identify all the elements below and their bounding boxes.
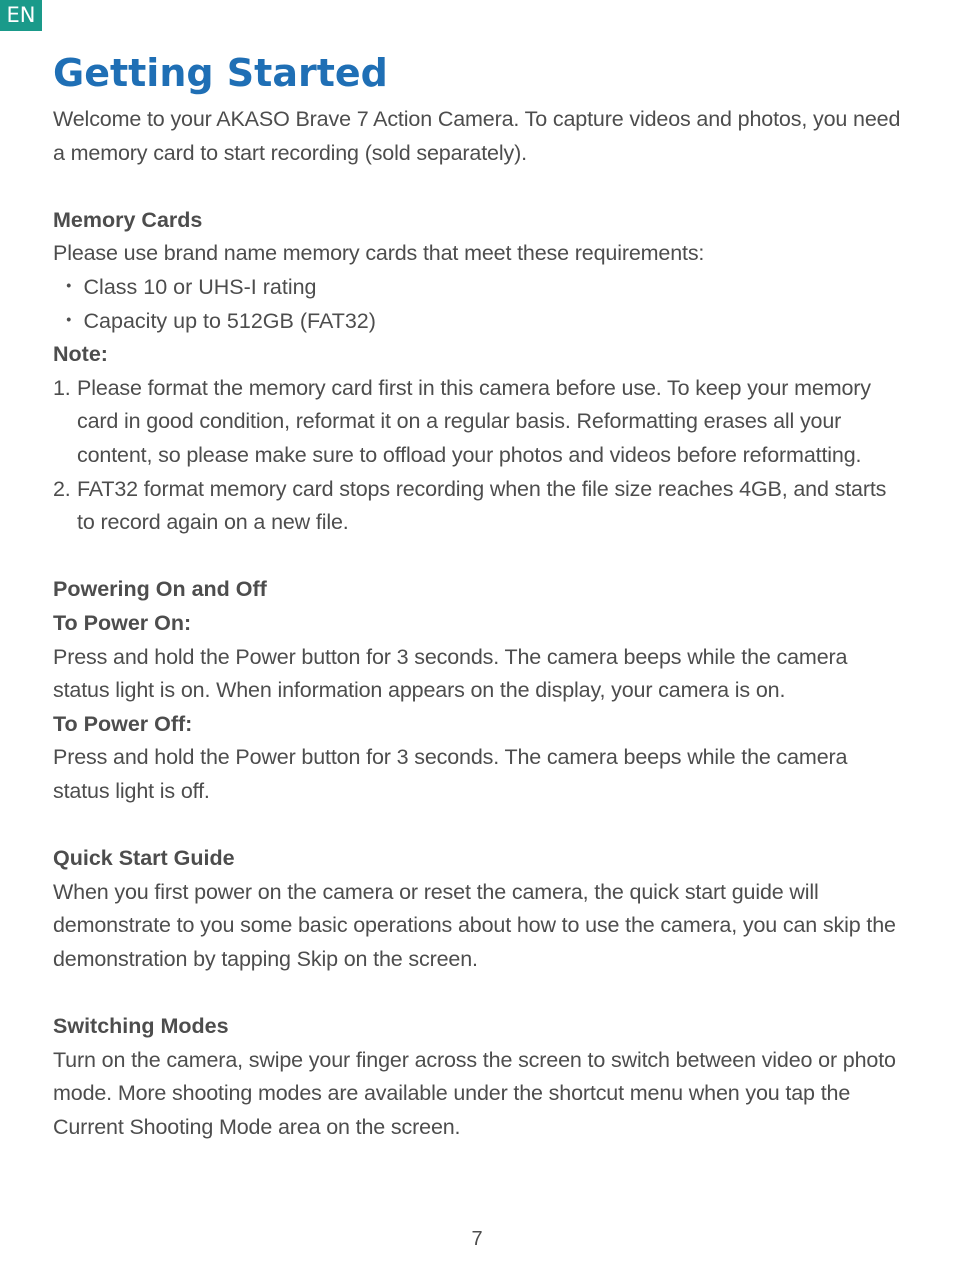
power-off-text: Press and hold the Power button for 3 seconds. The camera beeps while the camera status light is off. <box>53 745 848 803</box>
switching-section <box>53 1010 908 1144</box>
bullet-text: Class 10 or UHS-I rating <box>83 274 317 299</box>
language-tab: EN <box>0 0 42 31</box>
note-label: Note: <box>53 342 108 367</box>
bullet-dot: ・ <box>58 274 80 299</box>
powering-heading: Powering On and Off <box>53 577 267 602</box>
switching-heading: Switching Modes <box>53 1014 229 1039</box>
page-number: 7 <box>471 1228 483 1250</box>
section-spacer <box>53 976 908 1010</box>
intro-paragraph: Welcome to your AKASO Brave 7 Action Camera. To capture videos and photos, you need a memory card to start recording (sold separately). <box>53 107 901 165</box>
bullet-item <box>53 305 908 339</box>
bullet-text: Capacity up to 512GB (FAT32) <box>83 308 376 333</box>
note-number: 1. <box>53 375 71 400</box>
section-spacer <box>53 808 908 842</box>
page-content <box>53 48 908 1144</box>
note-item <box>53 473 908 540</box>
power-off-label: To Power Off: <box>53 711 193 736</box>
power-on-label: To Power On: <box>53 610 192 635</box>
powering-section <box>53 573 908 808</box>
bullet-item <box>53 271 908 305</box>
quick-start-heading: Quick Start Guide <box>53 846 235 871</box>
bullet-dot: ・ <box>58 308 80 333</box>
section-spacer <box>53 170 908 204</box>
section-spacer <box>53 540 908 574</box>
note-item <box>53 372 908 473</box>
note-number: 2. <box>53 476 71 501</box>
memory-cards-heading: Memory Cards <box>53 207 203 232</box>
memory-cards-section <box>53 204 908 540</box>
note-text: Please format the memory card first in this camera before use. To keep your memory card in good condition, reformat it on a regular basis. Reformatting erases all your content, so please make sure to offload your photos and videos before reformatting. <box>77 375 871 467</box>
power-on-text: Press and hold the Power button for 3 seconds. The camera beeps while the camera status light is on. When information appears on the display, your camera is on. <box>53 644 848 703</box>
quick-start-section <box>53 842 908 976</box>
note-text: FAT32 format memory card stops recording when the file size reaches 4GB, and starts to record again on a new file. <box>77 476 887 535</box>
quick-start-text: When you first power on the camera or reset the camera, the quick start guide will demonstrate to you some basic operations about how to use the camera, you can skip the demonstration by tapping Skip on the screen. <box>53 879 896 971</box>
switching-text: Turn on the camera, swipe your finger across the screen to switch between video or photo mode. More shooting modes are available under the shortcut menu when you tap the Current Shooting Mode area on the screen. <box>53 1047 896 1139</box>
memory-cards-text: Please use brand name memory cards that meet these requirements: <box>53 241 705 266</box>
page-title: Getting Started <box>53 51 388 95</box>
